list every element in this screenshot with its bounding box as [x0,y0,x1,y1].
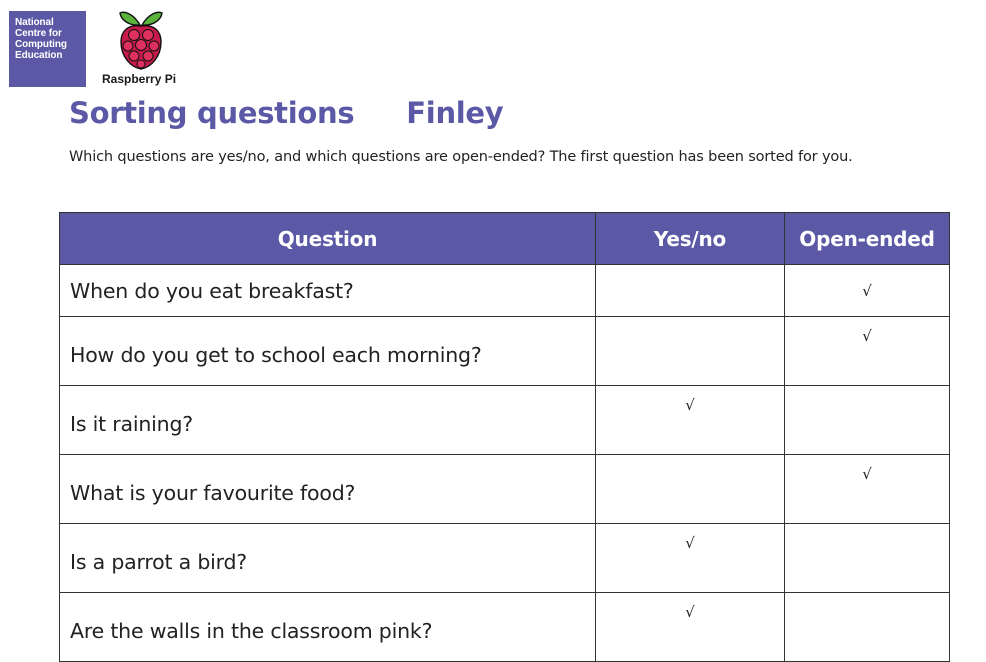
tick-mark: √ [862,465,872,483]
raspberry-pi-logo [100,9,184,89]
table-row [60,455,950,524]
yes-no-cell[interactable] [596,593,785,662]
ncce-logo [9,11,86,87]
question-cell: Is it raining? [60,386,596,455]
ncce-logo-line: Education [15,50,63,61]
open-ended-cell[interactable] [785,455,950,524]
raspberry-icon [115,9,167,71]
student-name: Finley [406,96,504,130]
ncce-logo-line: Computing [15,39,67,50]
table-row [60,524,950,593]
column-header-yes-no: Yes/no [596,213,785,265]
question-cell: When do you eat breakfast? [60,265,596,317]
column-header-open-ended: Open-ended [785,213,950,265]
yes-no-cell[interactable] [596,455,785,524]
ncce-logo-line: National [15,17,54,28]
tick-mark: √ [685,534,695,552]
question-cell: How do you get to school each morning? [60,317,596,386]
column-header-question: Question [60,213,596,265]
tick-mark: √ [862,327,872,345]
table-row [60,593,950,662]
open-ended-cell[interactable] [785,524,950,593]
question-cell: Are the walls in the classroom pink? [60,593,596,662]
question-cell: What is your favourite food? [60,455,596,524]
question-cell: Is a parrot a bird? [60,524,596,593]
tick-mark: √ [685,603,695,621]
table-row [60,386,950,455]
sorting-table [59,212,950,662]
raspberry-pi-logo-text: Raspberry Pi [102,72,177,86]
open-ended-cell[interactable] [785,593,950,662]
page-heading [69,96,503,140]
table-row [60,265,950,317]
ncce-logo-line: Centre for [15,28,62,39]
open-ended-cell[interactable] [785,265,950,317]
table-row [60,317,950,386]
yes-no-cell[interactable] [596,265,785,317]
yes-no-cell[interactable] [596,317,785,386]
open-ended-cell[interactable] [785,317,950,386]
yes-no-cell[interactable] [596,386,785,455]
page-title: Sorting questions [69,96,355,130]
yes-no-cell[interactable] [596,524,785,593]
table-header-row [60,213,950,265]
open-ended-cell[interactable] [785,386,950,455]
instructions-text: Which questions are yes/no, and which questions are open-ended? The first question has been sorted for you. [69,149,853,165]
tick-mark: √ [685,396,695,414]
tick-mark: √ [862,281,872,300]
